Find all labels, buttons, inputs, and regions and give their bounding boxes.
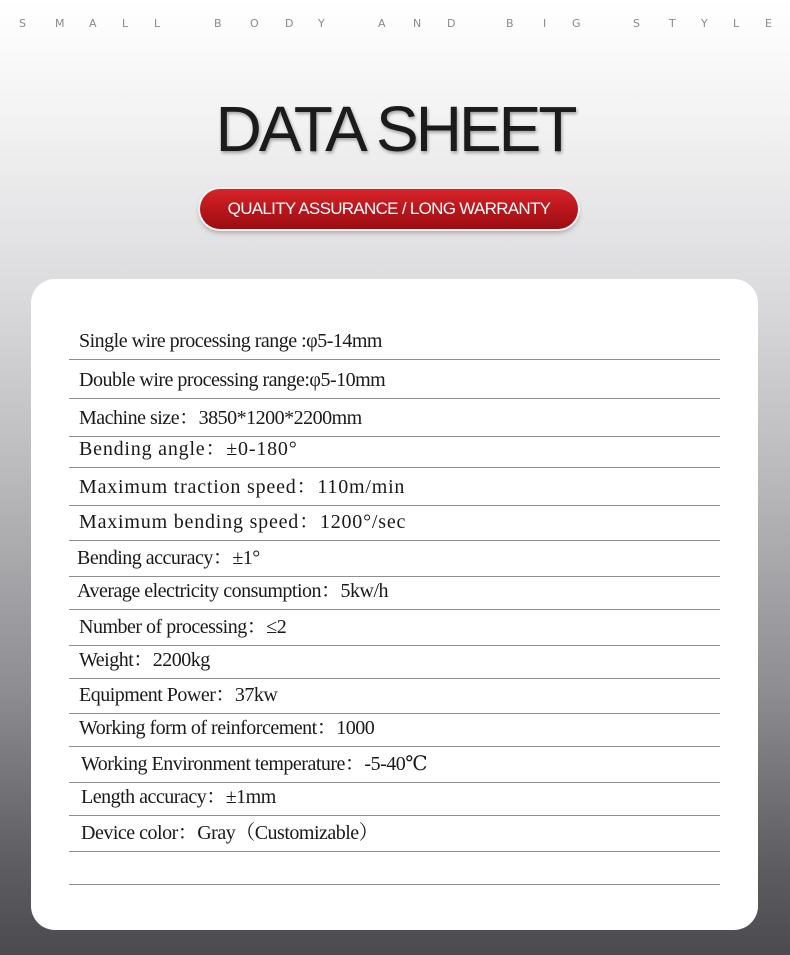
spec-row	[69, 541, 720, 577]
spec-row	[69, 468, 720, 506]
tagline-letter: S	[633, 17, 640, 30]
spec-row	[69, 747, 720, 783]
spec-text: Device color：Gray（Customizable）	[81, 822, 379, 844]
spec-row-empty	[69, 852, 720, 885]
spec-row	[69, 610, 720, 646]
spec-row	[69, 646, 720, 679]
tagline-letter: N	[413, 17, 422, 30]
tagline-letter: D	[447, 17, 456, 30]
tagline-letter: A	[378, 17, 386, 30]
spec-text: Bending angle：±0-180°	[79, 438, 298, 460]
tagline-letter: O	[250, 17, 259, 30]
tagline-letter: G	[572, 17, 581, 30]
spec-row	[69, 679, 720, 714]
spec-text: Average electricity consumption：5kw/h	[77, 580, 389, 602]
tagline-letter: Y	[701, 17, 708, 30]
tagline-letter: L	[733, 17, 740, 30]
spec-text: Bending accuracy：±1°	[77, 547, 260, 569]
spec-text: Single wire processing range :φ5-14mm	[79, 330, 382, 352]
tagline-letter: L	[122, 17, 129, 30]
tagline-letter: Y	[318, 17, 325, 30]
spec-text: Working Environment temperature：-5-40℃	[81, 753, 428, 775]
spec-row	[69, 816, 720, 852]
spec-text: Maximum bending speed：1200°/sec	[79, 511, 407, 533]
spec-row	[69, 714, 720, 747]
spec-text: Working form of reinforcement：1000	[79, 717, 375, 739]
spec-text: Weight：2200kg	[79, 649, 210, 671]
tagline-letter: S	[19, 17, 26, 30]
tagline-letter: M	[55, 17, 65, 30]
tagline-letter: T	[669, 17, 676, 30]
spec-row	[69, 577, 720, 610]
spec-row	[69, 437, 720, 468]
tagline	[0, 17, 790, 33]
spec-row	[69, 360, 720, 399]
quality-badge: QUALITY ASSURANCE / LONG WARRANTY	[200, 189, 578, 229]
spec-text: Maximum traction speed：110m/min	[79, 476, 406, 498]
spec-text: Machine size：3850*1200*2200mm	[79, 407, 362, 429]
spec-row	[69, 783, 720, 816]
tagline-letter: I	[543, 17, 547, 30]
tagline-letter: B	[214, 17, 222, 30]
tagline-letter: D	[285, 17, 294, 30]
spec-text: Length accuracy：±1mm	[81, 786, 276, 808]
tagline-letter: B	[506, 17, 514, 30]
spec-text: Number of processing：≤2	[79, 616, 287, 638]
tagline-letter: A	[89, 17, 97, 30]
page-title: DATA SHEET	[215, 93, 575, 165]
spec-row	[69, 506, 720, 541]
spec-text: Equipment Power：37kw	[79, 684, 278, 706]
tagline-letter: E	[765, 17, 772, 30]
spec-card	[31, 279, 758, 930]
spec-text: Double wire processing range:φ5-10mm	[79, 369, 386, 391]
spec-row	[69, 321, 720, 360]
tagline-letter: L	[154, 17, 161, 30]
